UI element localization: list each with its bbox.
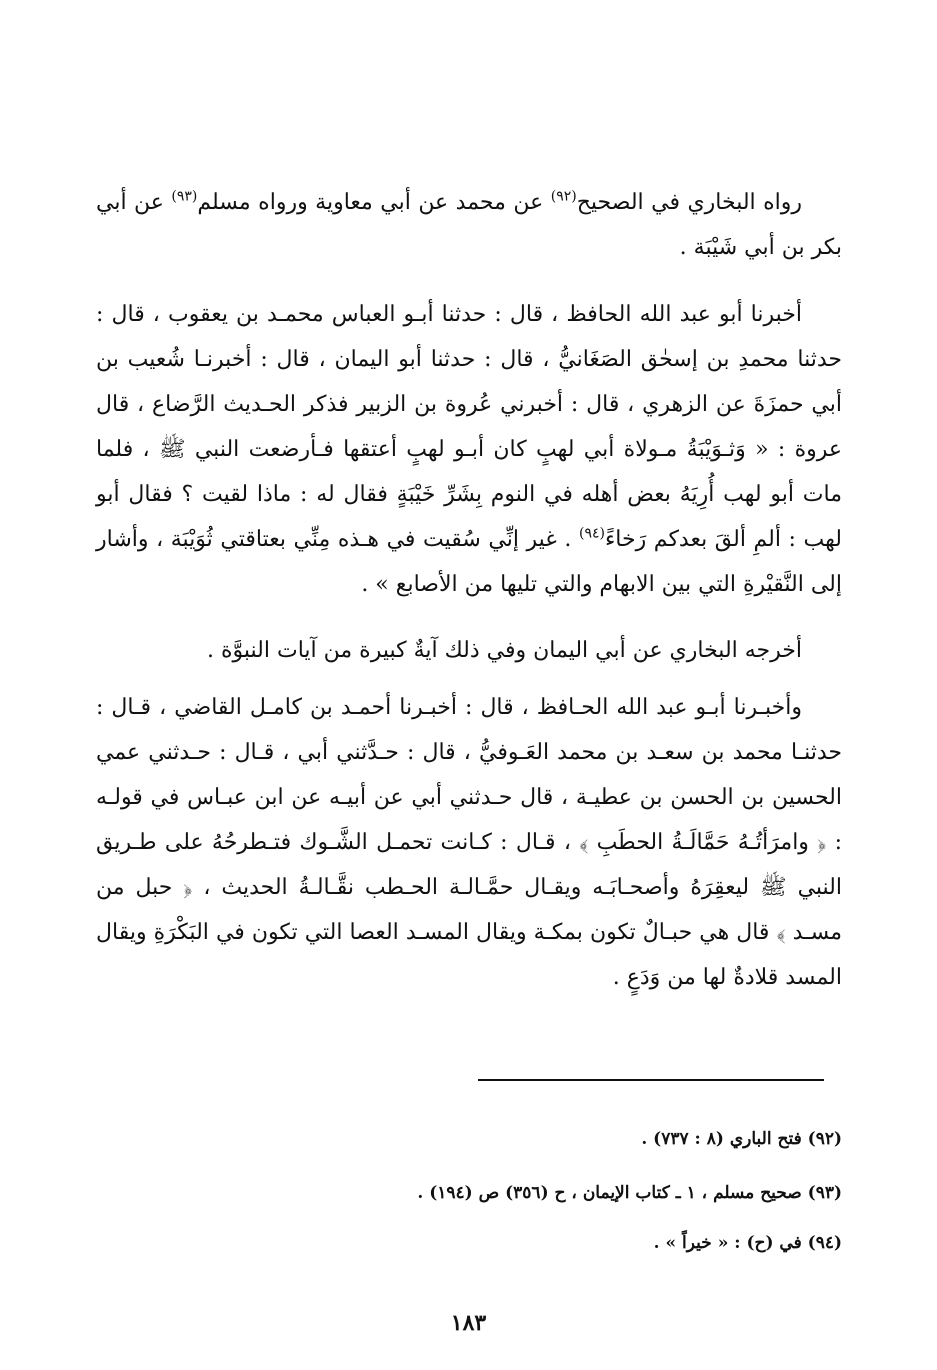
paragraph-1 [96,180,842,270]
page-number: ١٨٣ [450,1310,487,1336]
footnote-marker: (٩٣) [171,188,198,205]
text-segment: رواه البخاري في الصحيح [576,190,803,215]
footnote-marker: (٩٢) [550,188,577,205]
footnote-93: (٩٣) صحيح مسلم ، ١ ـ كتاب الإيمان ، ح (٣٥٦) ص (١٩٤) . [417,1183,842,1203]
text-segment: أخبرنا أبو عبد الله الحافظ ، قال : حدثنا أبـو العباس محمـد بن يعقوب ، قال : حدثنا محمدِ بن إسحٰق الصَغَانيُّ ، قال : حدثنا أبو اليمان ، قال : أخبرنـا شُعيب بن أبي حمزَةَ عن الزهري ، قال : أخبرني عُروة بن الزبير فذكر الحـديث الرَّضاع ، قال عروة : « وَثـوَيْبَةُ مـولاة أبي لهبٍ كان أبـو لهبٍ أعتقها فـأرضعت النبي ﷺ ، فلما مات أبو لهب أُرِيَهُ بعض أهله في النوم بِشَرِّ خَيْبَةٍ فقال له : ماذا لقيت ؟ فقال أبو لهب : ألمِ ألقَ بعدكم رَخاءً [96,302,842,552]
text-segment: أخرجه البخاري عن أبي اليمان وفي ذلك آيةٌ كبيرة من آيات النبوَّة . [207,638,802,663]
paragraph-text [96,292,842,607]
text-segment: . غير إنِّي سُقيت في هـذه مِنِّي بعتاقتي ثُوَيْبَة ، وأشار إلى النَّقيْرةِ التي بين الابهام والتي تليها من الأصابع » . [96,527,842,597]
paragraph-text [96,685,842,1000]
paragraph-4 [96,685,842,1000]
paragraph-3 [96,628,842,673]
footnote-94: (٩٤) في (ح) : « خيراً » . [653,1233,842,1253]
text-segment: وأخبـرنا أبـو عبد الله الحـافظ ، قال : أخبـرنا أحمـد بن كامـل القاضي ، قـال : حدثنـا محمد بن سعـد بن محمد العَـوفيُّ ، قال : حـدَّثني أبي ، قـال : حـدثني عمي الحسين بن الحسن بن عطيـة ، قال حـدثني أبي عن أبيـه عن ابن عبـاس في قولـه : ﴿ وامرَأتُـهُ حَمَّالَـةُ الحطَبِ ﴾ ، قـال : كـانت تحمـل الشَّـوك فتـطرحُهُ على طـريق النبي ﷺ ليعقِرَهُ وأصحـابَـه ويقـال حمَّـالـة الحـطب نقَّـالـةُ الحديث ، ﴿ حبل من مسـد ﴾ قال هي حبـالٌ تكون بمكـة ويقال المسـد العصا التي تكون في البَكْرَةِ ويقال المسد قلادةٌ لها من وَدَعٍ . [96,695,842,990]
text-segment: عن محمد عن أبي معاوية ورواه مسلم [197,190,551,215]
footnote-divider [478,1079,824,1081]
text-segment: عن أبي بكر بن أبي شَيْبَة . [96,190,842,260]
paragraph-text [96,180,842,270]
footnote-marker: (٩٤) [578,525,605,542]
footnote-92: (٩٢) فتح الباري (٨ : ٧٣٧) . [641,1129,842,1149]
paragraph-text [96,628,842,673]
paragraph-2 [96,292,842,607]
